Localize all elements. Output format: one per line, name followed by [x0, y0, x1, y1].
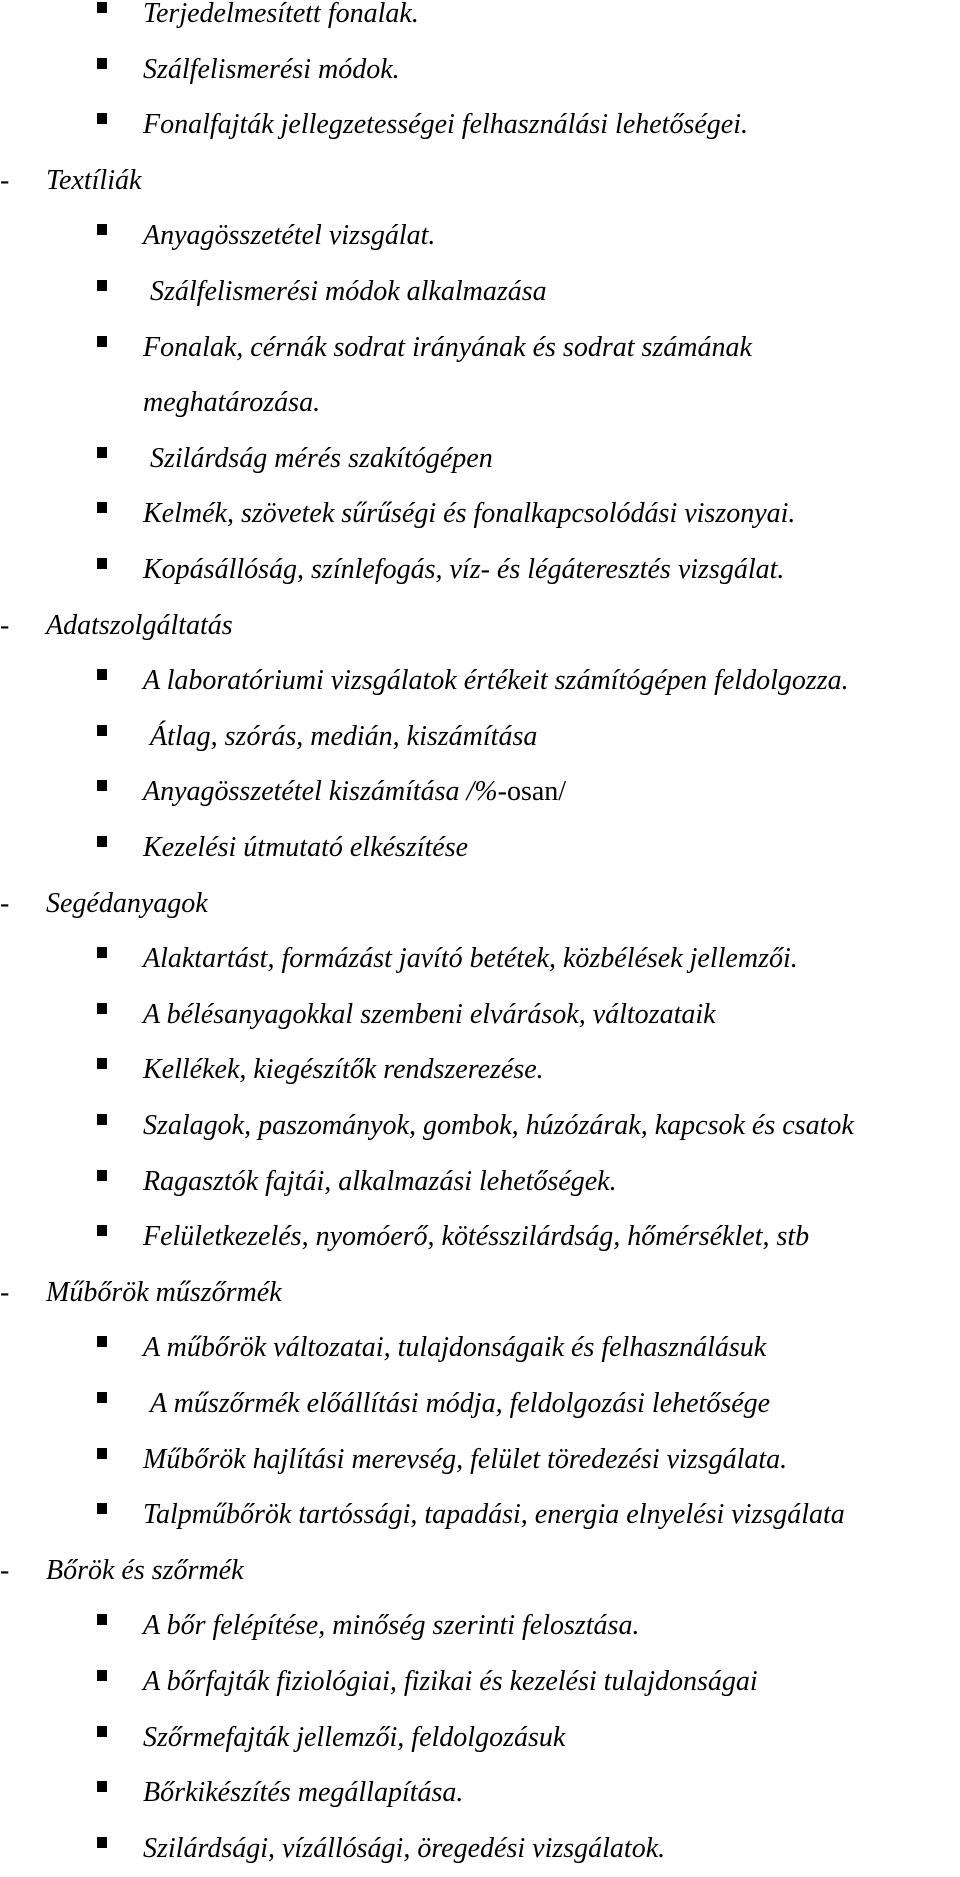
square-bullet-icon — [97, 1614, 107, 1625]
item-text — [143, 42, 400, 98]
item-text — [143, 764, 566, 820]
square-bullet-icon — [97, 2, 107, 13]
item-text-main: Szilárdsági, vízállósági, öregedési vizsgálatok. — [143, 1832, 666, 1864]
item-text-main: A bőr felépítése, minőség szerinti felosztása. — [143, 1610, 640, 1642]
square-bullet-icon — [97, 224, 107, 235]
item-text — [150, 1376, 770, 1432]
item-text — [143, 208, 435, 264]
square-bullet-icon — [97, 780, 107, 791]
item-text — [143, 542, 784, 598]
list-item — [0, 1376, 960, 1432]
square-bullet-icon — [97, 447, 107, 458]
list-item — [0, 542, 960, 598]
square-bullet-icon — [97, 725, 107, 736]
item-text — [143, 931, 798, 987]
item-text — [143, 820, 468, 876]
item-text-main: Terjedelmesített fonalak. — [143, 0, 419, 29]
item-text-main: A műszőrmék előállítási módja, feldolgozási lehetősége — [150, 1388, 771, 1419]
square-bullet-icon — [97, 1003, 107, 1014]
item-text — [143, 375, 320, 431]
list-item — [0, 431, 960, 487]
item-text — [143, 1098, 854, 1154]
list-item — [0, 987, 960, 1043]
item-text — [143, 1598, 639, 1654]
item-text-main: Műbőrök hajlítási merevség, felület töredezési vizsgálata. — [143, 1443, 788, 1475]
list-item — [0, 42, 960, 98]
item-text — [143, 1654, 758, 1710]
list-item — [0, 1432, 960, 1488]
square-bullet-icon — [97, 947, 107, 958]
list-item — [0, 653, 960, 709]
item-text-main: Szálfelismerési módok alkalmazása — [150, 276, 547, 307]
item-text-main: Bőrkikészítés megállapítása. — [143, 1777, 464, 1809]
item-text-main: Kellékek, kiegészítők rendszerezése. — [143, 1054, 544, 1086]
list-item — [0, 1654, 960, 1710]
list-item — [0, 486, 960, 542]
item-text — [143, 97, 748, 153]
item-text-main: Bőrök és szőrmék — [46, 1554, 244, 1586]
list-item — [0, 1821, 960, 1877]
square-bullet-icon — [97, 502, 107, 513]
dash-marker: - — [0, 164, 10, 196]
item-text-main: Alaktartást, formázást javító betétek, közbélések jellemzői. — [143, 943, 798, 975]
square-bullet-icon — [97, 1837, 107, 1848]
list-item — [0, 320, 960, 376]
item-text — [46, 1543, 244, 1599]
item-text-main: Kelmék, szövetek sűrűségi és fonalkapcsolódási viszonyai. — [143, 498, 796, 530]
square-bullet-icon — [97, 836, 107, 847]
item-text-main: Felületkezelés, nyomóerő, kötésszilárdság, hőmérséklet, stb — [143, 1221, 810, 1253]
list-item — [0, 1042, 960, 1098]
item-text — [46, 153, 141, 209]
item-text-main: Szőrmefajták jellemzői, feldolgozásuk — [143, 1721, 566, 1753]
item-text — [143, 1710, 565, 1766]
list-item — [0, 764, 960, 820]
dash-marker: - — [0, 1276, 10, 1308]
item-text-main: Textíliák — [46, 164, 142, 196]
list-item — [0, 1487, 960, 1543]
item-text-tail: -osan/ — [497, 776, 567, 808]
item-text — [143, 1154, 617, 1210]
square-bullet-icon — [97, 1225, 107, 1236]
item-text — [143, 1765, 463, 1821]
item-text-main: Műbőrök műszőrmék — [46, 1276, 282, 1308]
item-text-main: Szalagok, paszományok, gombok, húzózárak, kapcsok és csatok — [143, 1110, 854, 1141]
square-bullet-icon — [97, 113, 107, 124]
item-text — [150, 264, 547, 320]
list-item — [0, 709, 960, 765]
item-text — [143, 1487, 845, 1543]
dash-marker: - — [0, 1554, 10, 1586]
list-item — [0, 1098, 960, 1154]
square-bullet-icon — [97, 1392, 107, 1403]
list-item — [0, 1710, 960, 1766]
item-text-main: Kopásállóság, színlefogás, víz- és légáteresztés vizsgálat. — [143, 554, 785, 585]
square-bullet-icon — [97, 1448, 107, 1459]
item-text — [143, 486, 795, 542]
item-text-main: Kezelési útmutató elkészítése — [143, 832, 469, 863]
item-text-main: Fonalfajták jellegzetességei felhasználási lehetőségei. — [143, 109, 748, 141]
item-text-main: Szálfelismerési módok. — [143, 53, 400, 85]
item-text — [143, 1821, 665, 1877]
section-heading — [0, 876, 960, 932]
item-text-main: Adatszolgáltatás — [46, 609, 233, 641]
item-text — [143, 1432, 787, 1488]
item-text-main: Anyagösszetétel vizsgálat. — [143, 220, 436, 252]
list-item — [0, 97, 960, 153]
item-text — [143, 1320, 766, 1376]
list-item — [0, 1154, 960, 1210]
square-bullet-icon — [97, 1336, 107, 1347]
list-item — [0, 208, 960, 264]
section-heading — [0, 153, 960, 209]
list-item — [0, 1598, 960, 1654]
section-heading — [0, 1265, 960, 1321]
square-bullet-icon — [97, 1670, 107, 1681]
square-bullet-icon — [97, 336, 107, 347]
square-bullet-icon — [97, 58, 107, 69]
item-text — [46, 1265, 282, 1321]
item-text-main: A laboratóriumi vizsgálatok értékeit számítógépen feldolgozza. — [143, 665, 849, 697]
square-bullet-icon — [97, 1170, 107, 1181]
section-heading — [0, 1543, 960, 1599]
list-item — [0, 1765, 960, 1821]
list-item — [0, 1209, 960, 1265]
item-text — [143, 320, 752, 376]
item-text — [143, 0, 419, 42]
item-text-main: meghatározása. — [143, 387, 321, 419]
item-text — [46, 876, 208, 932]
square-bullet-icon — [97, 1781, 107, 1792]
list-item — [0, 820, 960, 876]
item-text-main: Talpműbőrök tartóssági, tapadási, energia elnyelési vizsgálata — [143, 1499, 845, 1531]
list-item — [0, 931, 960, 987]
square-bullet-icon — [97, 669, 107, 680]
list-item — [0, 264, 960, 320]
square-bullet-icon — [97, 1058, 107, 1069]
item-text-main: A bőrfajták fiziológiai, fizikai és kezelési tulajdonságai — [143, 1666, 758, 1697]
item-text — [150, 431, 493, 487]
square-bullet-icon — [97, 1726, 107, 1737]
square-bullet-icon — [97, 1503, 107, 1514]
list-item — [0, 1320, 960, 1376]
item-text-main: Fonalak, cérnák sodrat irányának és sodrat számának — [143, 331, 752, 363]
dash-marker: - — [0, 609, 10, 641]
item-text-main: Átlag, szórás, medián, kiszámítása — [150, 720, 538, 752]
item-text-main: Anyagösszetétel kiszámítása /% — [143, 776, 498, 808]
section-heading — [0, 598, 960, 654]
item-text — [143, 987, 716, 1043]
item-text-main: Ragasztók fajtái, alkalmazási lehetőségek. — [143, 1165, 617, 1197]
item-text — [143, 1042, 544, 1098]
item-text — [46, 598, 233, 654]
list-item-continuation — [0, 375, 960, 431]
dash-marker: - — [0, 887, 10, 919]
item-text — [143, 1209, 809, 1265]
list-item — [0, 0, 960, 42]
item-text-main: Szilárdság mérés szakítógépen — [150, 442, 493, 474]
item-text — [143, 653, 849, 709]
square-bullet-icon — [97, 280, 107, 291]
square-bullet-icon — [97, 558, 107, 569]
item-text-main: A bélésanyagokkal szembeni elvárások, változataik — [143, 998, 716, 1030]
item-text-main: A műbőrök változatai, tulajdonságaik és felhasználásuk — [143, 1332, 767, 1364]
item-text — [150, 709, 537, 765]
item-text-main: Segédanyagok — [46, 887, 208, 919]
square-bullet-icon — [97, 1114, 107, 1125]
